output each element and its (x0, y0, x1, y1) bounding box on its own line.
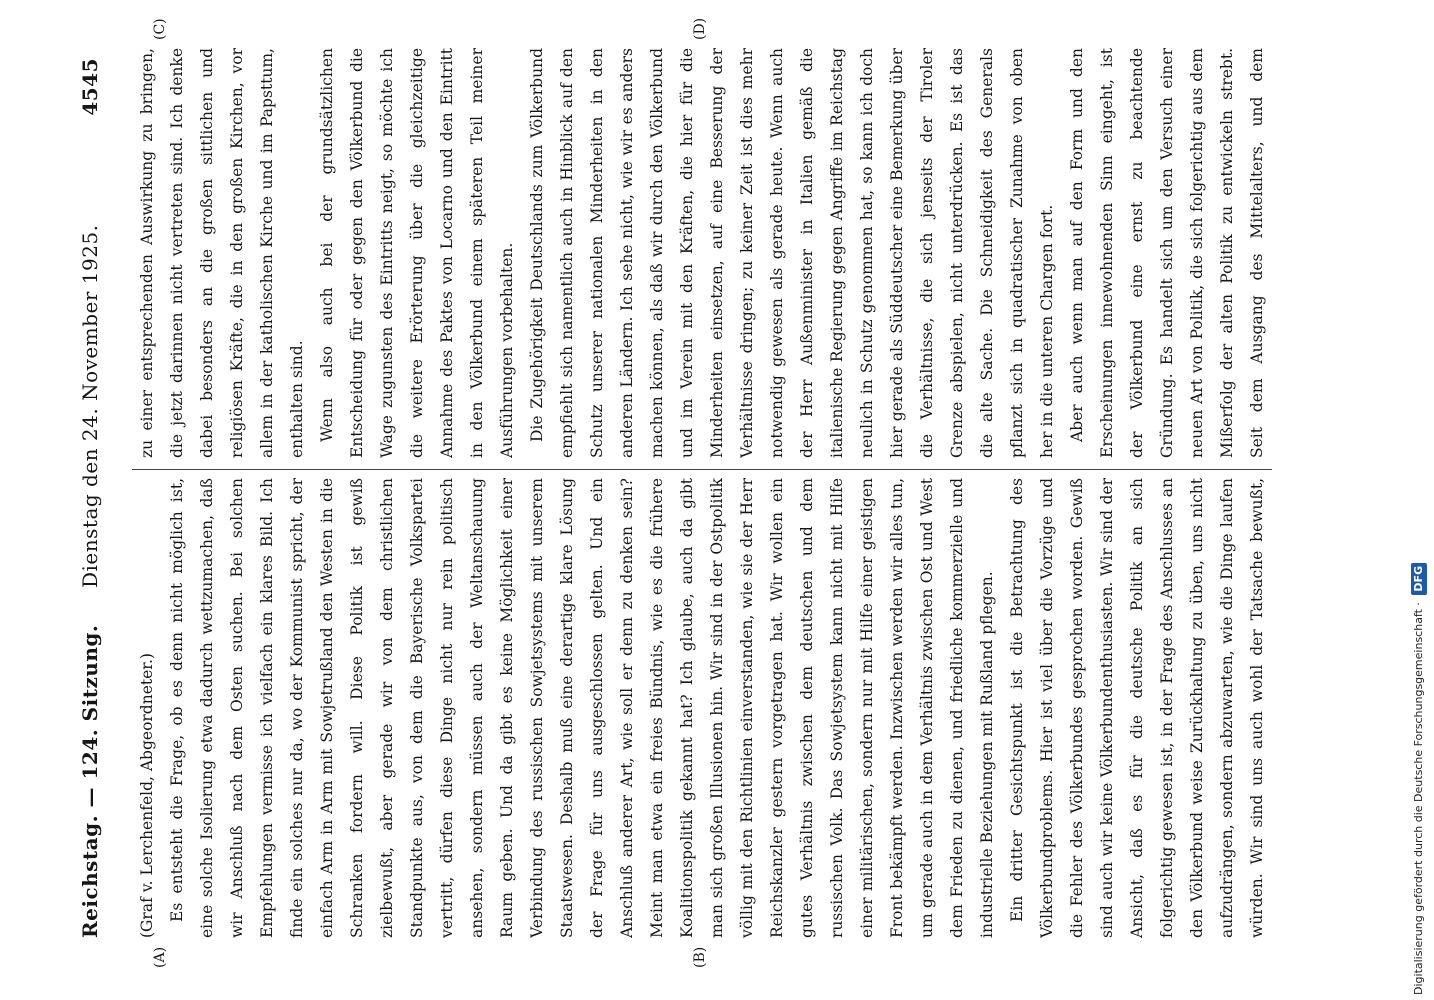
margin-mark-d: (D) (692, 17, 708, 40)
speaker-line: (Graf v. Lerchenfeld, Abgeordneter.) (138, 653, 156, 938)
page-header (72, 58, 112, 938)
paragraph: Die Zugehörigkeit Deutschlands zum Völkerbund empfiehlt sich namentlich auch in Hinblick auf den Schutz unserer nationalen Minderheiten in den anderen Ländern. Ich sehe nicht, wie wir es anders machen können, als daß wir durch den Völkerbund und im Verein mit den Kräften, die hier für die Minderheiten einsetzen, auf eine Besserung der Verhältnisse dringen; zu keiner Zeit ist dies mehr notwendig gewesen als gerade heute. Wenn auch der Herr Außenminister in Italien gemäß die italienische Regierung gegen Angriffe im Reichstag neulich in Schutz genommen hat, so kann ich doch hier gerade als Süddeutscher eine Bemerkung über die Verhältnisse, die sich jenseits der Tiroler Grenze abspielen, nicht unterdrücken. Es ist das die alte Sache. Die Schneidigkeit des Generals pflanzt sich in quadratischer Zunahme von oben her in die unteren Chargen fort. (528, 48, 1056, 458)
margin-mark-b: (B) (692, 946, 708, 968)
left-text-column (132, 478, 1272, 938)
credit-text: Digitalisierung gefördert durch die Deutsche Forschungsgemeinschaft · (1412, 602, 1425, 995)
margin-mark-c: (C) (152, 18, 168, 40)
paragraph: zu einer entsprechenden Auswirkung zu bringen, die jetzt darinnen nicht vertreten sind. Ich denke dabei besonders an die großen sittlichen und religiösen Kräfte, die in den großen Kirchen, vor allem in der katholischen Kirche und im Papsttum, enthalten sind. (138, 48, 306, 458)
dfg-logo: DFG (1411, 563, 1427, 595)
rotated-document-page (72, 17, 1282, 968)
paragraph: Ein dritter Gesichtspunkt ist die Betrachtung des Völkerbundproblems. Hier ist viel über die Vorzüge und die Fehler des Völkerbundes gesprochen worden. Gewiß sind auch wir keine Völkerbundenthusiasten. Wir sind der Ansicht, daß es für die deutsche Politik an sich folgerichtig gewesen ist, in der Frage des Anschlusses an den Völkerbund weise Zurückhaltung zu üben, uns nicht aufzudrängen, sondern abzuwarten, wie die Dinge laufen würden. Wir sind uns auch wohl der Tatsache bewußt, (1008, 478, 1266, 938)
right-text-column (132, 48, 1272, 458)
paragraph: Wenn also auch bei der grundsätzlichen Entscheidung für oder gegen den Völkerbund die Wage zugunsten des Eintritts neigt, so möchte ich die weitere Erörterung über die gleichzeitige Annahme des Paktes von Locarno und den Eintritt in den Völkerbund einem späteren Teil meiner Ausführungen vorbehalten. (318, 48, 516, 458)
header-date: Dienstag den 24. November 1925. (78, 224, 102, 588)
header-session-title: Reichstag. — 124. Sitzung. (78, 624, 102, 938)
digitization-credit (1408, 5, 1430, 995)
header-page-number: 4545 (78, 58, 102, 116)
paragraph: Aber auch wenn man auf den Form und den Erscheinungen innewohnenden Sinn eingeht, ist der Völkerbund eine ernst zu beachtende Gründung. Es handelt sich um den Versuch einer neuen Art von Politik, die sich folgerichtig aus dem Mißerfolg der alten Politik zu entwickeln strebt. Seit dem Ausgang des Mittelalters, und dem (1068, 48, 1266, 458)
paragraph: Es entsteht die Frage, ob es denn nicht möglich ist, eine solche Isolierung etwa dadurch wettzumachen, daß wir Anschluß nach dem Osten suchen. Bei solchen Empfehlungen vermisse ich vielfach ein klares Bild. Ich finde ein solches nur da, wo der Kommunist spricht, der einfach Arm in Arm mit Sowjetrußland den Westen in die Schranken fordern will. Diese Politik ist gewiß zielbewußt, aber gerade wir von dem christlichen Standpunkte aus, von dem die Bayerische Volkspartei vertritt, dürfen diese Dinge nicht nur rein politisch ansehen, sondern müssen auch der Weltanschauung Raum geben. Und da gibt es keine Möglichkeit einer Verbindung des russischen Sowjetsystems mit unserem Staatswesen. Deshalb muß eine derartige klare Lösung der Frage für uns ausgeschlossen gelten. Und ein Anschluß anderer Art, wie soll er denn zu denken sein? Meint man etwa ein freies Bündnis, wie es die frühere Koalitionspolitik gekannt hat? Ich glaube, auch da gibt man sich großen Illusionen hin. Wir sind in der Ostpolitik völlig mit den Richtlinien einverstanden, wie sie der Herr Reichskanzler gestern vorgetragen hat. Wir wollen ein gutes Verhältnis zwischen dem deutschen und dem russischen Volk. Das Sowjetsystem kann nicht mit Hilfe einer militärischen, sondern nur mit Hilfe einer geistigen Front bekämpft werden. Inzwischen werden wir alles tun, um gerade auch in dem Verhältnis zwischen Ost und West dem Frieden zu dienen, und friedliche kommerzielle und industrielle Beziehungen mit Rußland pflegen. (168, 478, 996, 938)
column-divider (132, 469, 1272, 470)
margin-mark-a: (A) (152, 946, 168, 968)
